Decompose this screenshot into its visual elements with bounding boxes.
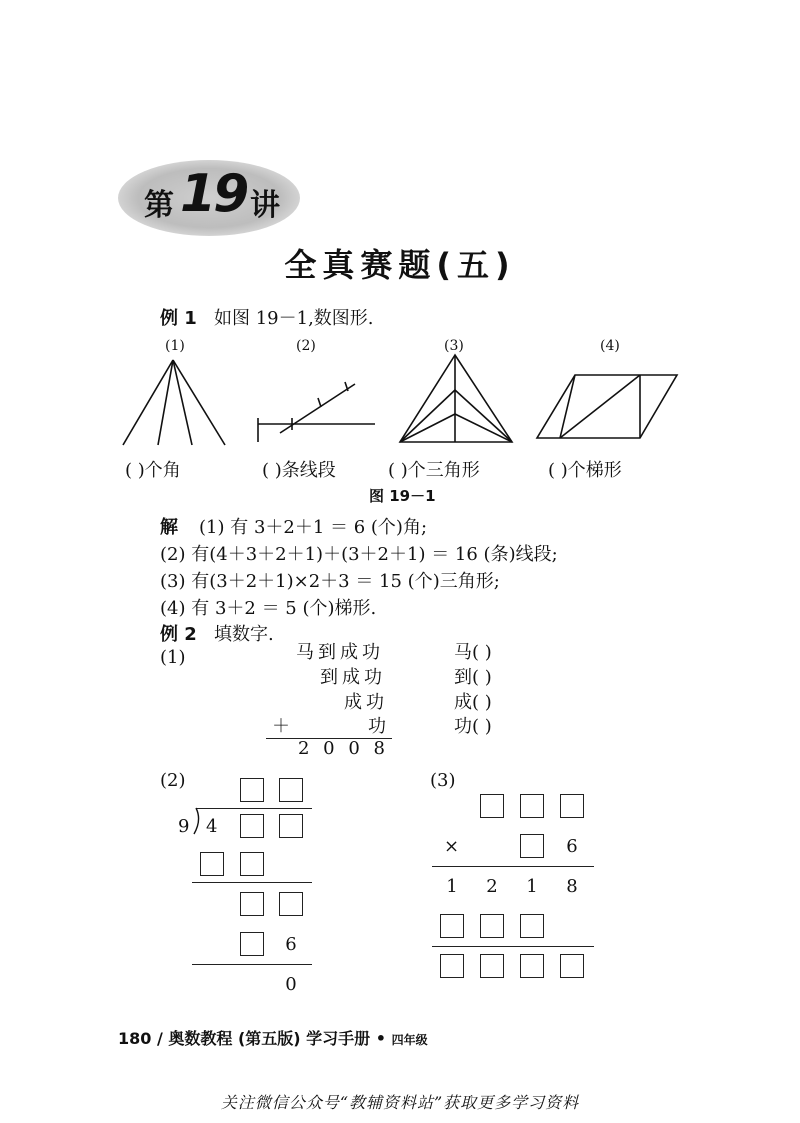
example1-label: 例 1 [160, 308, 197, 329]
answer-gong: 功( ) [454, 716, 492, 737]
result-box-2[interactable] [480, 954, 504, 978]
addend-row-1: 马到成功 [296, 642, 384, 663]
answer-cheng: 成( ) [454, 692, 492, 713]
figure4-answer: ( )个梯形 [548, 460, 622, 481]
result-box-1[interactable] [440, 954, 464, 978]
step3-box-1[interactable] [240, 932, 264, 956]
part1-index: (1) [160, 647, 186, 668]
solution-line-3: (3) 有(3＋2＋1)×2＋3 ＝ 15 (个)三角形; [160, 571, 500, 592]
solution-line-2: (2) 有(4＋3＋2＋1)＋(3＋2＋1) ＝ 16 (条)线段; [160, 544, 558, 565]
quotient-box-2[interactable] [279, 778, 303, 802]
addend-row-3: 成功 [344, 692, 388, 713]
figure2-answer: ( )条线段 [262, 460, 336, 481]
division-bracket [188, 806, 202, 836]
footer-bullet: • [375, 1029, 392, 1048]
lecture-suffix: 讲 [250, 188, 280, 223]
partial-box-3[interactable] [520, 914, 544, 938]
solution-line-1: (1) 有 3＋2＋1 ＝ 6 (个)角; [199, 517, 428, 538]
multiplier-box[interactable] [520, 834, 544, 858]
dividend-digit: 4 [206, 816, 218, 837]
figure3-triangles [400, 355, 512, 442]
grade-label: 四年级 [391, 1033, 428, 1047]
times-sign: × [444, 836, 460, 857]
division-rule-1 [192, 882, 312, 883]
multiplicand-box-3[interactable] [560, 794, 584, 818]
example1-prompt: 如图 19－1,数图形. [214, 308, 374, 329]
result-box-3[interactable] [520, 954, 544, 978]
geometry-figures [0, 0, 800, 460]
figure1-index: (1) [165, 338, 185, 354]
figure3-index: (3) [444, 338, 464, 354]
step1-box-1[interactable] [200, 852, 224, 876]
addend-row-2: 到成功 [320, 667, 386, 688]
step1-box-2[interactable] [240, 852, 264, 876]
product-digit-2: 2 [486, 876, 498, 897]
dividend-box-2[interactable] [279, 814, 303, 838]
figure2-segments [258, 382, 375, 442]
result-box-4[interactable] [560, 954, 584, 978]
multiplicand-box-1[interactable] [480, 794, 504, 818]
division-bar [196, 808, 312, 809]
lecture-prefix: 第 [144, 188, 174, 223]
page-footer [118, 1026, 428, 1049]
figure3-answer: ( )个三角形 [388, 460, 480, 481]
figure-caption: 图 19－1 [369, 487, 436, 505]
addend-row-4: 功 [368, 716, 386, 737]
example2-label: 例 2 [160, 624, 197, 645]
division-rule-2 [192, 964, 312, 965]
figure1-angle-rays [123, 360, 225, 445]
answer-ma: 马( ) [454, 642, 492, 663]
product-rule-1 [432, 866, 594, 867]
answer-dao: 到( ) [454, 667, 492, 688]
page-title: 全真赛题(五) [284, 246, 516, 284]
multiplicand-box-2[interactable] [520, 794, 544, 818]
figure4-index: (4) [600, 338, 620, 354]
sum-value: 2 0 0 8 [298, 738, 389, 759]
step2-box-2[interactable] [279, 892, 303, 916]
book-title: 奥数教程 (第五版) 学习手册 [168, 1029, 371, 1048]
figure2-index: (2) [296, 338, 316, 354]
solution-label: 解 [160, 517, 178, 538]
quotient-box-1[interactable] [240, 778, 264, 802]
product-digit-1: 1 [446, 876, 458, 897]
remainder: 0 [285, 974, 297, 995]
partial-box-1[interactable] [440, 914, 464, 938]
part3-index: (3) [430, 770, 456, 791]
example2-prompt: 填数字. [214, 624, 274, 645]
lecture-number: 19 [180, 164, 247, 224]
partial-digit: 6 [285, 934, 297, 955]
footer-separator: / [156, 1029, 169, 1048]
figure4-trapezoids [537, 375, 677, 438]
multiplier-digit: 6 [566, 836, 578, 857]
product-rule-2 [432, 946, 594, 947]
step2-box-1[interactable] [240, 892, 264, 916]
watermark: 关注微信公众号“教辅资料站”获取更多学习资料 [220, 1093, 580, 1112]
product-digit-3: 1 [526, 876, 538, 897]
partial-box-2[interactable] [480, 914, 504, 938]
page-number: 180 [118, 1029, 152, 1048]
figure1-answer: ( )个角 [125, 460, 181, 481]
part2-index: (2) [160, 770, 186, 791]
divisor: 9 [178, 816, 190, 837]
plus-sign: ＋ [272, 716, 290, 737]
solution-line-4: (4) 有 3＋2 ＝ 5 (个)梯形. [160, 598, 377, 619]
dividend-box-1[interactable] [240, 814, 264, 838]
product-digit-4: 8 [566, 876, 578, 897]
